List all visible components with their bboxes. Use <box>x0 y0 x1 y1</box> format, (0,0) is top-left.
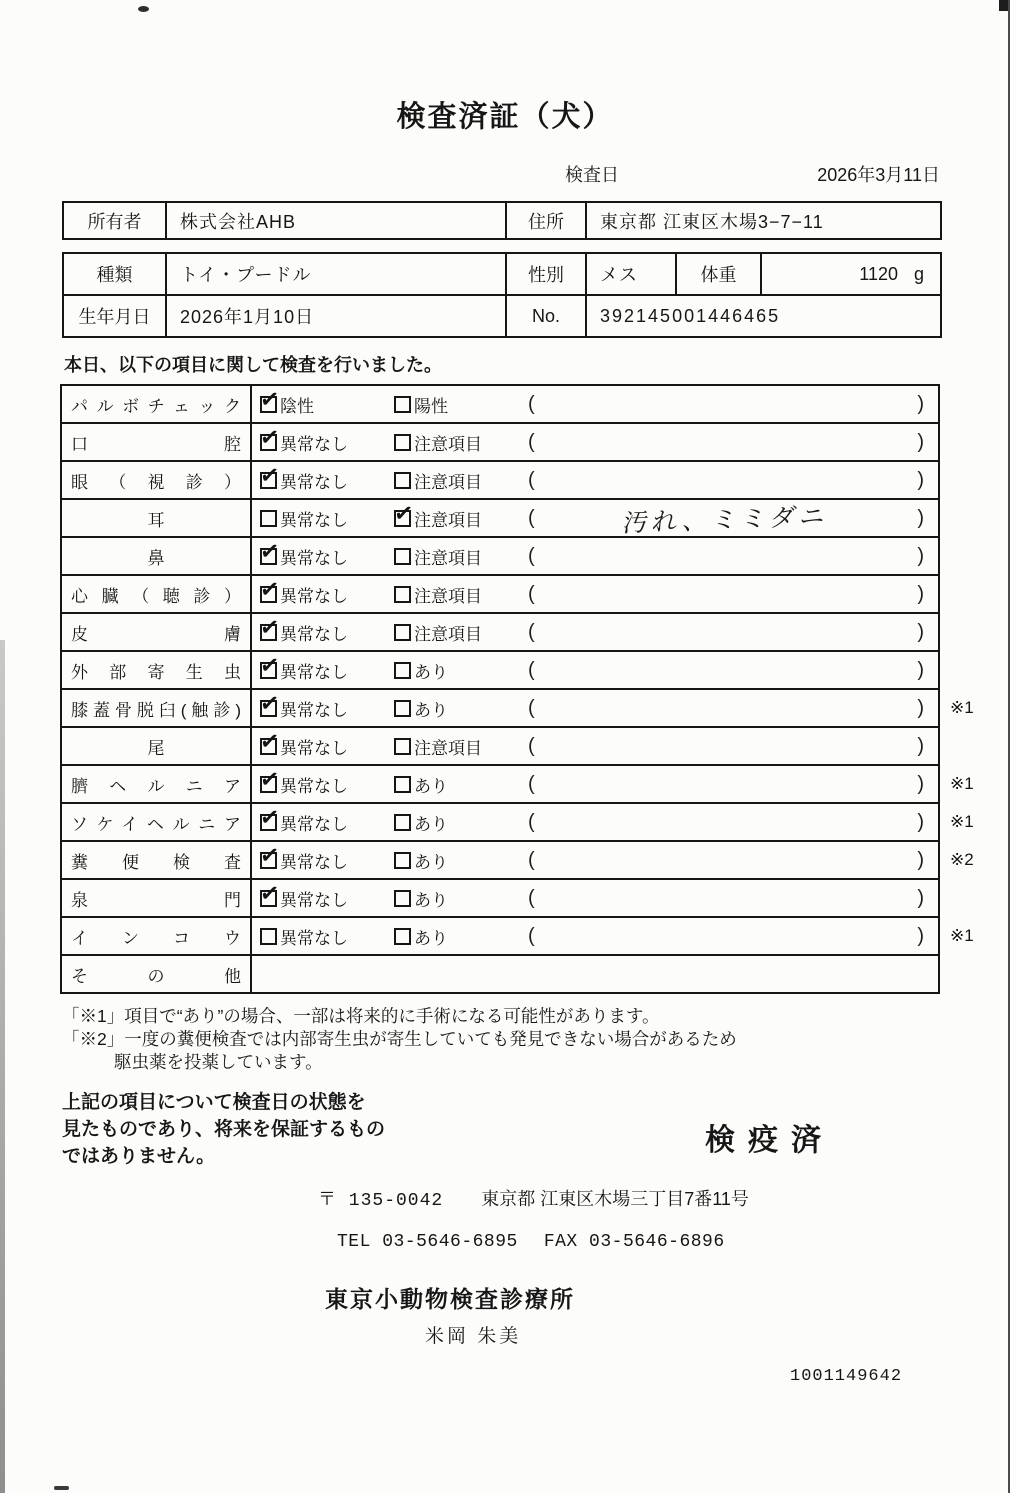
item-label: 臍ヘルニア <box>61 765 251 803</box>
breed-value: トイ・プードル <box>166 253 506 295</box>
disclaimer-line-2: 見たものであり、将来を保証するもの <box>62 1119 386 1140</box>
option-2 <box>394 392 528 417</box>
item-label: パルボチェック <box>61 385 251 423</box>
item-label: 眼（視診） <box>61 461 251 499</box>
option-2 <box>394 468 528 493</box>
birthdate-label: 生年月日 <box>63 295 166 337</box>
checkbox-checked-icon <box>260 396 277 413</box>
footnote-ref: ※1 <box>950 812 974 831</box>
option-label: あり <box>414 852 448 872</box>
weight-cell <box>761 253 941 295</box>
checklist-row <box>61 499 994 537</box>
checkbox-icon <box>394 928 411 945</box>
item-options <box>251 537 939 575</box>
option-2 <box>394 544 528 569</box>
paren-open: ( <box>528 506 535 529</box>
item-options <box>251 385 939 423</box>
checklist-row <box>61 613 994 651</box>
checkbox-icon <box>260 928 277 945</box>
item-label: インコウ <box>61 917 251 955</box>
weight-label: 体重 <box>676 253 761 295</box>
owner-name: 株式会社AHB <box>166 202 506 239</box>
disclaimer-text <box>62 1089 482 1170</box>
option-label: 異常なし <box>280 510 348 530</box>
option-1 <box>260 848 394 873</box>
clinic-tel-line <box>337 1232 1010 1252</box>
item-options <box>251 689 939 727</box>
option-2 <box>394 734 528 759</box>
checkbox-checked-icon <box>260 776 277 793</box>
intro-text: 本日、以下の項目に関して検査を行いました。 <box>64 355 442 375</box>
checkbox-checked-icon <box>260 662 277 679</box>
option-label: 異常なし <box>280 662 348 682</box>
option-label: 異常なし <box>280 814 348 834</box>
checkbox-icon <box>394 434 411 451</box>
item-label: ソケイヘルニア <box>61 803 251 841</box>
item-label: 耳 <box>61 499 251 537</box>
option-label: あり <box>414 700 448 720</box>
item-options <box>251 575 939 613</box>
breed-label: 種類 <box>63 253 166 295</box>
option-1 <box>260 392 394 417</box>
findings-field <box>528 393 938 416</box>
checklist-row <box>61 651 994 689</box>
option-2 <box>394 696 528 721</box>
footnote-ref <box>939 423 994 461</box>
option-label: 陽性 <box>414 396 448 416</box>
footnote-ref <box>939 575 994 613</box>
paren-close: ) <box>917 620 924 643</box>
checklist-row <box>61 955 994 993</box>
checkbox-icon <box>394 700 411 717</box>
option-2 <box>394 772 528 797</box>
option-2 <box>394 886 528 911</box>
checklist-row <box>61 575 994 613</box>
paren-open: ( <box>528 696 535 719</box>
item-options <box>251 423 939 461</box>
checkbox-checked-icon <box>260 434 277 451</box>
clinic-address: 東京都 江東区木場三丁目7番11号 <box>481 1189 749 1209</box>
option-label: 注意項目 <box>414 738 482 758</box>
option-1 <box>260 620 394 645</box>
owner-address: 東京都 江東区木場3−7−11 <box>586 202 941 239</box>
paren-close: ) <box>917 582 924 605</box>
item-label: その他 <box>61 955 251 993</box>
option-label: あり <box>414 776 448 796</box>
findings-field <box>528 500 938 536</box>
option-label: 異常なし <box>280 890 348 910</box>
checklist-row <box>61 727 994 765</box>
findings-field <box>528 469 938 492</box>
item-options <box>251 841 939 879</box>
footnote-ref <box>939 499 994 537</box>
paren-close: ) <box>917 544 924 567</box>
option-1 <box>260 544 394 569</box>
option-1 <box>260 506 394 531</box>
option-2 <box>394 582 528 607</box>
weight-value: 1120 <box>859 263 898 284</box>
option-label: あり <box>414 890 448 910</box>
item-options <box>251 613 939 651</box>
checklist-row <box>61 917 994 955</box>
findings-field <box>528 583 938 606</box>
item-options <box>251 651 939 689</box>
option-2 <box>394 430 528 455</box>
paren-open: ( <box>528 582 535 605</box>
checkbox-checked-icon <box>260 586 277 603</box>
inspection-date-row <box>565 161 940 187</box>
owner-label: 所有者 <box>63 202 166 239</box>
item-label: 泉門 <box>61 879 251 917</box>
footnote-ref <box>939 955 994 993</box>
paren-open: ( <box>528 734 535 757</box>
paren-close: ) <box>917 772 924 795</box>
checkbox-icon <box>394 852 411 869</box>
checklist-row <box>61 803 994 841</box>
item-options <box>251 727 939 765</box>
paren-close: ) <box>917 392 924 415</box>
checklist-row <box>61 461 994 499</box>
checkbox-icon <box>394 776 411 793</box>
checklist-row <box>61 385 994 423</box>
footnote-ref: ※1 <box>950 698 974 717</box>
option-2 <box>394 848 528 873</box>
option-1 <box>260 696 394 721</box>
fax-number: FAX 03-5646-6896 <box>543 1232 725 1252</box>
findings-field <box>528 925 938 948</box>
option-label: 異常なし <box>280 472 348 492</box>
findings-field <box>528 773 938 796</box>
animal-row-2 <box>63 295 941 337</box>
checkbox-checked-icon <box>260 738 277 755</box>
footnote-ref: ※1 <box>950 774 974 793</box>
no-label: No. <box>506 295 586 337</box>
checklist-row <box>61 841 994 879</box>
paren-close: ) <box>917 506 924 529</box>
footnote-ref <box>939 879 994 917</box>
animal-row-1 <box>63 253 941 295</box>
checkbox-icon <box>394 396 411 413</box>
findings-field <box>528 545 938 568</box>
scan-artifact-bottom <box>54 1486 69 1490</box>
option-label: 注意項目 <box>414 434 482 454</box>
checkbox-icon <box>394 814 411 831</box>
paren-close: ) <box>917 886 924 909</box>
option-label: 注意項目 <box>414 586 482 606</box>
veterinarian-name: 米岡 朱美 <box>425 1326 522 1347</box>
findings-field <box>528 697 938 720</box>
findings-field <box>528 849 938 872</box>
item-label: 鼻 <box>61 537 251 575</box>
footnote-2-line1: 「※2」一度の糞便検査では内部寄生虫が寄生していても発見できない場合があるため <box>62 1029 737 1049</box>
paren-open: ( <box>528 658 535 681</box>
option-1 <box>260 772 394 797</box>
paren-close: ) <box>917 848 924 871</box>
option-1 <box>260 430 394 455</box>
paren-close: ) <box>917 696 924 719</box>
option-2 <box>394 924 528 949</box>
item-label: 尾 <box>61 727 251 765</box>
footnote-ref <box>939 727 994 765</box>
option-label: 注意項目 <box>414 510 482 530</box>
option-label: 異常なし <box>280 548 348 568</box>
disclaimer-line-1: 上記の項目について検査日の状態を <box>62 1092 366 1113</box>
item-label: 膝蓋骨脱臼(触診) <box>61 689 251 727</box>
item-options <box>251 917 939 955</box>
option-1 <box>260 924 394 949</box>
checklist-row <box>61 537 994 575</box>
item-options <box>251 955 939 993</box>
serial-number: 1001149642 <box>790 1367 903 1386</box>
footnote-1: 「※1」項目で“あり”の場合、一部は将来的に手術になる可能性があります。 <box>62 1006 660 1026</box>
clinic-name: 東京小動物検査診療所 <box>325 1286 575 1312</box>
checklist-row <box>61 879 994 917</box>
checkbox-checked-icon <box>260 890 277 907</box>
sex-value: メス <box>586 253 676 295</box>
paren-open: ( <box>528 886 535 909</box>
footnote-ref: ※1 <box>950 926 974 945</box>
findings-field <box>528 735 938 758</box>
option-1 <box>260 886 394 911</box>
checkbox-checked-icon <box>260 548 277 565</box>
checkbox-icon <box>394 738 411 755</box>
paren-open: ( <box>528 430 535 453</box>
checklist-table <box>60 384 995 994</box>
checkbox-icon <box>394 662 411 679</box>
option-2 <box>394 620 528 645</box>
item-options <box>251 803 939 841</box>
inspection-date-label: 検査日 <box>565 165 619 185</box>
option-label: 異常なし <box>280 434 348 454</box>
paren-open: ( <box>528 468 535 491</box>
no-value: 392145001446465 <box>586 295 941 337</box>
item-options <box>251 461 939 499</box>
sex-label: 性別 <box>506 253 586 295</box>
paren-open: ( <box>528 848 535 871</box>
tel-number: TEL 03-5646-6895 <box>337 1232 518 1252</box>
animal-table <box>62 252 942 338</box>
option-label: 異常なし <box>280 700 348 720</box>
item-options <box>251 765 939 803</box>
checkbox-icon <box>260 510 277 527</box>
paren-open: ( <box>528 924 535 947</box>
checkbox-checked-icon <box>260 814 277 831</box>
option-label: 注意項目 <box>414 548 482 568</box>
option-2 <box>394 506 528 531</box>
item-options <box>251 499 939 537</box>
paren-close: ) <box>917 468 924 491</box>
birthdate-value: 2026年1月10日 <box>166 295 506 337</box>
item-label: 心臓（聴診） <box>61 575 251 613</box>
checkbox-icon <box>394 890 411 907</box>
scan-artifact-left-edge <box>0 640 5 1493</box>
findings-field <box>528 887 938 910</box>
checklist-section <box>60 384 1010 994</box>
paren-open: ( <box>528 392 535 415</box>
checkbox-checked-icon <box>394 510 411 527</box>
paren-open: ( <box>528 620 535 643</box>
item-label: 皮膚 <box>61 613 251 651</box>
option-1 <box>260 810 394 835</box>
inspection-date-value: 2026年3月11日 <box>817 165 940 185</box>
footnote-ref <box>939 613 994 651</box>
findings-field <box>528 811 938 834</box>
checklist-row <box>61 765 994 803</box>
footnote-ref <box>939 651 994 689</box>
option-label: 異常なし <box>280 852 348 872</box>
checkbox-icon <box>394 472 411 489</box>
item-options <box>251 879 939 917</box>
option-1 <box>260 468 394 493</box>
option-1 <box>260 734 394 759</box>
paren-close: ) <box>917 658 924 681</box>
handwritten-note: 汚れ、ミミダニ <box>620 502 831 538</box>
option-label: 異常なし <box>280 624 348 644</box>
footnote-2-line2: 駆虫薬を投薬しています。 <box>114 1052 323 1072</box>
findings-field <box>528 621 938 644</box>
disclaimer-block <box>62 1089 1010 1177</box>
checkbox-icon <box>394 624 411 641</box>
weight-unit: g <box>913 263 924 284</box>
disclaimer-line-3: ではありません。 <box>62 1146 216 1167</box>
paren-open: ( <box>528 772 535 795</box>
item-label: 糞便検査 <box>61 841 251 879</box>
option-label: 異常なし <box>280 586 348 606</box>
scan-artifact-corner <box>999 0 1008 11</box>
clinic-address-line <box>318 1185 1010 1211</box>
option-label: あり <box>414 662 448 682</box>
option-1 <box>260 658 394 683</box>
footnote-ref <box>939 461 994 499</box>
owner-row <box>63 202 941 239</box>
paren-open: ( <box>528 810 535 833</box>
paren-open: ( <box>528 544 535 567</box>
checkbox-checked-icon <box>260 852 277 869</box>
postal-code: 〒 135-0042 <box>318 1191 444 1211</box>
option-1 <box>260 582 394 607</box>
option-label: 異常なし <box>280 776 348 796</box>
checklist-row <box>61 423 994 461</box>
findings-field <box>528 431 938 454</box>
checkbox-checked-icon <box>260 700 277 717</box>
option-label: あり <box>414 814 448 834</box>
footnote-ref <box>939 385 994 423</box>
owner-table <box>62 201 942 240</box>
option-label: 注意項目 <box>414 472 482 492</box>
checkbox-icon <box>394 548 411 565</box>
scan-artifact-speck <box>138 6 149 12</box>
option-2 <box>394 810 528 835</box>
paren-close: ) <box>917 430 924 453</box>
option-label: あり <box>414 928 448 948</box>
item-label: 口腔 <box>61 423 251 461</box>
footnote-ref: ※2 <box>950 850 974 869</box>
item-label: 外部寄生虫 <box>61 651 251 689</box>
findings-field <box>528 659 938 682</box>
quarantine-stamp: 検疫済 <box>705 1124 834 1157</box>
checklist-row <box>61 689 994 727</box>
option-label: 陰性 <box>280 396 314 416</box>
option-label: 注意項目 <box>414 624 482 644</box>
option-label: 異常なし <box>280 928 348 948</box>
address-label: 住所 <box>506 202 586 239</box>
checkbox-checked-icon <box>260 624 277 641</box>
footnote-ref <box>939 537 994 575</box>
checkbox-checked-icon <box>260 472 277 489</box>
option-2 <box>394 658 528 683</box>
footnotes <box>62 1005 1010 1074</box>
checkbox-icon <box>394 586 411 603</box>
page-title: 検査済証（犬） <box>396 101 614 133</box>
paren-close: ) <box>917 924 924 947</box>
paren-close: ) <box>917 734 924 757</box>
option-label: 異常なし <box>280 738 348 758</box>
paren-close: ) <box>917 810 924 833</box>
